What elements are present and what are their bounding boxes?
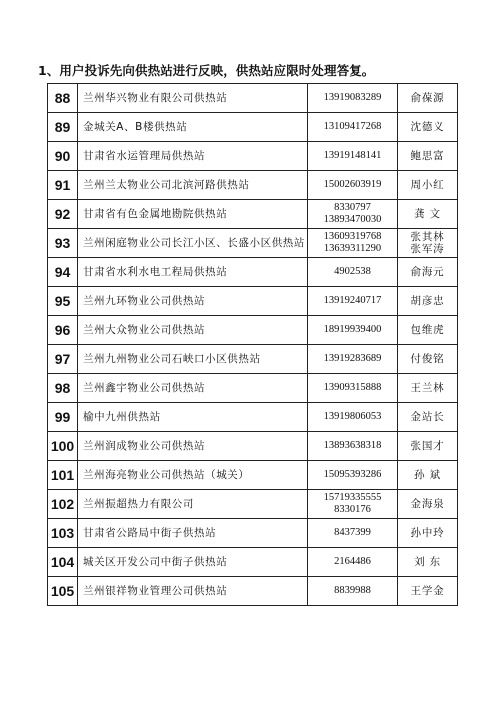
table-row bbox=[48, 113, 458, 142]
row-number-cell: 99 bbox=[48, 403, 78, 432]
contact-person-cell bbox=[398, 316, 458, 345]
contact-person-name: 金站长 bbox=[410, 411, 445, 423]
station-name-cell: 兰州华兴物业有限公司供热站 bbox=[78, 84, 308, 113]
row-number-cell: 103 bbox=[48, 519, 78, 548]
phone-number: 8330797 bbox=[334, 202, 371, 213]
contact-person-cell bbox=[398, 229, 458, 258]
contact-person-name: 龚 文 bbox=[414, 208, 441, 220]
phone-cell bbox=[308, 461, 398, 490]
phone-cell bbox=[308, 316, 398, 345]
table-row bbox=[48, 345, 458, 374]
row-number-cell: 91 bbox=[48, 171, 78, 200]
phone-number: 8839988 bbox=[334, 585, 371, 596]
row-number-cell: 101 bbox=[48, 461, 78, 490]
contact-person-name: 孙中玲 bbox=[410, 527, 445, 539]
table-row bbox=[48, 200, 458, 229]
table-row bbox=[48, 374, 458, 403]
row-number-cell: 105 bbox=[48, 577, 78, 606]
phone-number: 18919939400 bbox=[323, 324, 382, 335]
heating-station-table bbox=[47, 83, 458, 606]
table-row bbox=[48, 461, 458, 490]
phone-cell bbox=[308, 287, 398, 316]
station-name-cell: 甘肃省公路局中街子供热站 bbox=[78, 519, 308, 548]
station-name-cell: 兰州大众物业公司供热站 bbox=[78, 316, 308, 345]
contact-person-name: 包维虎 bbox=[410, 324, 445, 336]
contact-person-cell bbox=[398, 258, 458, 287]
phone-cell bbox=[308, 200, 398, 229]
contact-person-name: 孙 斌 bbox=[414, 469, 441, 481]
phone-cell bbox=[308, 84, 398, 113]
table-row bbox=[48, 490, 458, 519]
station-name-cell: 兰州闲庭物业公司长江小区、长盛小区供热站 bbox=[78, 229, 308, 258]
contact-person-name: 胡彦忠 bbox=[410, 295, 445, 307]
contact-person-cell bbox=[398, 142, 458, 171]
contact-person-cell bbox=[398, 461, 458, 490]
phone-number: 13893638318 bbox=[323, 440, 382, 451]
contact-person-name: 刘 东 bbox=[414, 556, 441, 568]
phone-cell bbox=[308, 403, 398, 432]
station-name-cell: 兰州振超热力有限公司 bbox=[78, 490, 308, 519]
phone-cell bbox=[308, 577, 398, 606]
page-heading: 1、用户投诉先向供热站进行反映，供热站应限时处理答复。 bbox=[38, 63, 375, 78]
contact-person-name: 沈德义 bbox=[410, 121, 445, 133]
contact-person-cell bbox=[398, 113, 458, 142]
table-row bbox=[48, 142, 458, 171]
contact-person-cell bbox=[398, 519, 458, 548]
phone-number: 13919240717 bbox=[323, 295, 382, 306]
contact-person-cell bbox=[398, 490, 458, 519]
table-row bbox=[48, 519, 458, 548]
table-row bbox=[48, 403, 458, 432]
phone-cell bbox=[308, 548, 398, 577]
station-name-cell: 兰州润成物业公司供热站 bbox=[78, 432, 308, 461]
station-name-cell: 甘肃省水运管理局供热站 bbox=[78, 142, 308, 171]
row-number-cell: 98 bbox=[48, 374, 78, 403]
contact-person-cell bbox=[398, 432, 458, 461]
contact-person-name: 张国才 bbox=[410, 440, 445, 452]
row-number-cell: 90 bbox=[48, 142, 78, 171]
table-row bbox=[48, 316, 458, 345]
phone-cell bbox=[308, 490, 398, 519]
station-name-cell: 金城关A、B楼供热站 bbox=[78, 113, 308, 142]
station-name-cell: 兰州兰太物业公司北滨河路供热站 bbox=[78, 171, 308, 200]
station-name-cell: 甘肃省水利水电工程局供热站 bbox=[78, 258, 308, 287]
table-row bbox=[48, 287, 458, 316]
table-row bbox=[48, 229, 458, 258]
contact-person-name: 金海泉 bbox=[410, 498, 445, 510]
station-name-cell: 城关区开发公司中街子供热站 bbox=[78, 548, 308, 577]
contact-person-name: 张军涛 bbox=[410, 243, 445, 255]
table-row bbox=[48, 258, 458, 287]
phone-number: 13919283689 bbox=[323, 353, 382, 364]
phone-cell bbox=[308, 519, 398, 548]
row-number-cell: 100 bbox=[48, 432, 78, 461]
row-number-cell: 97 bbox=[48, 345, 78, 374]
contact-person-name: 俞海元 bbox=[410, 266, 445, 278]
phone-number: 13919806053 bbox=[323, 411, 382, 422]
contact-person-name: 周小红 bbox=[410, 179, 445, 191]
contact-person-cell bbox=[398, 345, 458, 374]
table-row bbox=[48, 171, 458, 200]
phone-number: 13609319768 bbox=[323, 231, 382, 242]
phone-number: 4902538 bbox=[334, 266, 371, 277]
row-number-cell: 96 bbox=[48, 316, 78, 345]
table-row bbox=[48, 577, 458, 606]
contact-person-cell bbox=[398, 403, 458, 432]
row-number-cell: 92 bbox=[48, 200, 78, 229]
station-name-cell: 兰州鑫宇物业公司供热站 bbox=[78, 374, 308, 403]
table-row bbox=[48, 548, 458, 577]
station-name-cell: 兰州银祥物业管理公司供热站 bbox=[78, 577, 308, 606]
row-number-cell: 104 bbox=[48, 548, 78, 577]
phone-number: 2164486 bbox=[334, 556, 371, 567]
table-body bbox=[48, 84, 458, 606]
contact-person-cell bbox=[398, 171, 458, 200]
phone-number: 13909315888 bbox=[323, 382, 382, 393]
phone-number: 15719335555 bbox=[323, 492, 382, 503]
phone-cell bbox=[308, 432, 398, 461]
phone-cell bbox=[308, 171, 398, 200]
station-name-cell: 兰州九环物业公司供热站 bbox=[78, 287, 308, 316]
contact-person-cell bbox=[398, 374, 458, 403]
contact-person-cell bbox=[398, 577, 458, 606]
phone-number: 13639311290 bbox=[323, 243, 382, 254]
contact-person-name: 俞葆源 bbox=[410, 92, 445, 104]
phone-number: 15095393286 bbox=[323, 469, 382, 480]
phone-number: 13919083289 bbox=[323, 92, 382, 103]
phone-cell bbox=[308, 229, 398, 258]
station-name-cell: 榆中九州供热站 bbox=[78, 403, 308, 432]
contact-person-cell bbox=[398, 287, 458, 316]
phone-number: 15002603919 bbox=[323, 179, 382, 190]
row-number-cell: 95 bbox=[48, 287, 78, 316]
contact-person-name: 王兰林 bbox=[410, 382, 445, 394]
station-name-cell: 兰州海亮物业公司供热站（城关） bbox=[78, 461, 308, 490]
phone-cell bbox=[308, 345, 398, 374]
phone-number: 13893470030 bbox=[323, 214, 382, 225]
phone-cell bbox=[308, 142, 398, 171]
phone-cell bbox=[308, 258, 398, 287]
station-name-cell: 兰州九州物业公司石峡口小区供热站 bbox=[78, 345, 308, 374]
contact-person-name: 王学金 bbox=[410, 585, 445, 597]
phone-number: 8437399 bbox=[334, 527, 371, 538]
row-number-cell: 88 bbox=[48, 84, 78, 113]
row-number-cell: 102 bbox=[48, 490, 78, 519]
contact-person-name: 张其林 bbox=[410, 231, 445, 243]
phone-number: 13109417268 bbox=[323, 121, 382, 132]
table-row bbox=[48, 84, 458, 113]
contact-person-cell bbox=[398, 548, 458, 577]
phone-number: 8330176 bbox=[334, 504, 371, 515]
row-number-cell: 94 bbox=[48, 258, 78, 287]
contact-person-name: 付俊铭 bbox=[410, 353, 445, 365]
table-row bbox=[48, 432, 458, 461]
contact-person-cell bbox=[398, 84, 458, 113]
phone-number: 13919148141 bbox=[323, 150, 382, 161]
contact-person-name: 鲍思富 bbox=[410, 150, 445, 162]
station-name-cell: 甘肃省有色金属地勘院供热站 bbox=[78, 200, 308, 229]
phone-cell bbox=[308, 113, 398, 142]
contact-person-cell bbox=[398, 200, 458, 229]
phone-cell bbox=[308, 374, 398, 403]
row-number-cell: 89 bbox=[48, 113, 78, 142]
row-number-cell: 93 bbox=[48, 229, 78, 258]
